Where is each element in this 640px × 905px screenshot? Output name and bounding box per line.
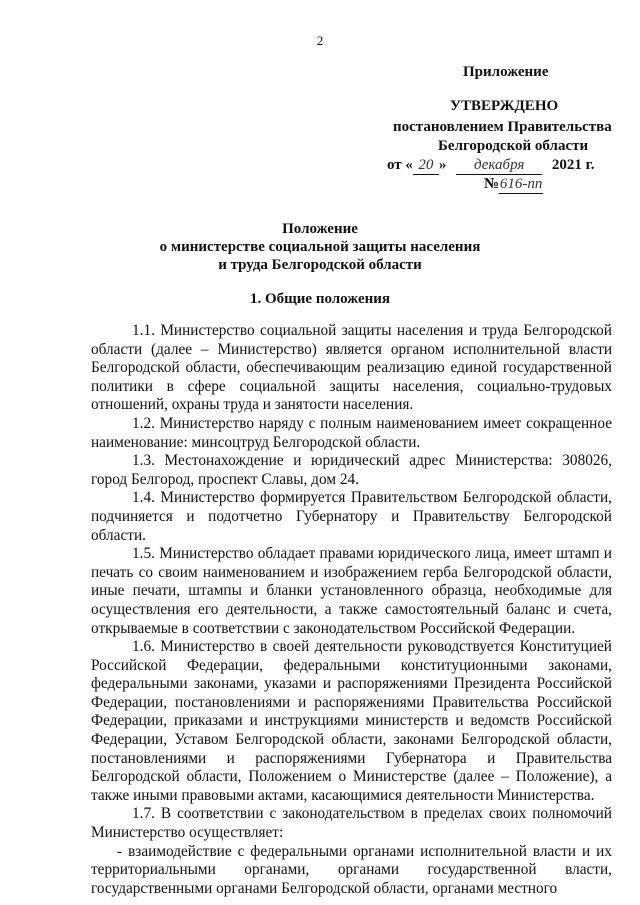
title-line-1: Положение (282, 221, 358, 237)
paragraph-1-5: 1.5. Министерство обладает правами юридического лица, имеет штамп и печать со своим наименованием и изображением герба Белгородской области, иные печати, штампы и бланки установленного образца, необходимые для осуществления его деятельности, а также самостоятельный баланс и счета, открываемые в соответствии с законодательством Российской Федерации. (91, 545, 612, 637)
approved-by-line2: Белгородской области (438, 138, 589, 154)
paragraph-1-2: 1.2. Министерство наряду с полным наименованием имеет сокращенное наименование: минсоцтруд Белгородской области. (91, 414, 612, 451)
approval-number (484, 176, 543, 194)
number-value: 616-пп (499, 176, 543, 192)
document-title (0, 220, 640, 274)
bullet-item: - взаимодействие с федеральными органами исполнительной власти и их территориальными органами, органами государственной власти, государственными органами Белгородской области, органами местного (91, 842, 612, 897)
date-year: 2021 г. (551, 157, 595, 173)
appendix-label: Приложение (463, 64, 549, 80)
date-month: декабря (456, 157, 542, 175)
paragraph-1-4: 1.4. Министерство формируется Правительством Белгородской области, подчиняется и подотчетно Губернатору и Правительству Белгородской области. (91, 489, 612, 544)
paragraph-1-6: 1.6. Министерство в своей деятельности руководствуется Конституцией Российской Федерации, федеральными конституционными законами, федеральными законами, указами и распоряжениями Президента Российской Федерации, постановлениями и распоряжениями Правительства Российской Федерации, приказами и инструкциями министерств и ведомств Российской Федерации, Уставом Белгородской области, законами Белгородской области, постановлениями и распоряжениями Губернатора и Правительства Белгородской области, Положением о Министерстве (далее – Положение), а также иными правовыми актами, касающимися деятельности Министерства. (91, 638, 612, 804)
page-number: 2 (316, 33, 324, 48)
document-body (91, 322, 612, 898)
paragraph-1-1: 1.1. Министерство социальной защиты населения и труда Белгородской области (далее – Министерство) является органом исполнительной власти Белгородской области, обеспечивающим реализацию единой государственной политики в сфере социальной защиты населения, социально-трудовых отношений, охраны труда и занятости населения. (91, 322, 612, 414)
title-line-3: и труда Белгородской области (218, 257, 422, 273)
section-heading: 1. Общие положения (249, 291, 391, 307)
approval-date (387, 157, 595, 175)
approved-label: УТВЕРЖДЕНО (450, 98, 559, 114)
date-prefix: от « (387, 157, 413, 173)
paragraph-1-3: 1.3. Местонахождение и юридический адрес Министерства: 308026, город Белгород, проспект Славы, дом 24. (91, 452, 612, 488)
paragraph-1-7: 1.7. В соответствии с законодательством в пределах своих полномочий Министерство осуществляет: (91, 805, 612, 842)
approved-by-line1: постановлением Правительства (393, 119, 612, 135)
date-mid: » (438, 157, 447, 173)
date-day: 20 (413, 157, 439, 175)
number-prefix: № (484, 176, 500, 192)
title-line-2: о министерстве социальной защиты населения (159, 239, 481, 255)
